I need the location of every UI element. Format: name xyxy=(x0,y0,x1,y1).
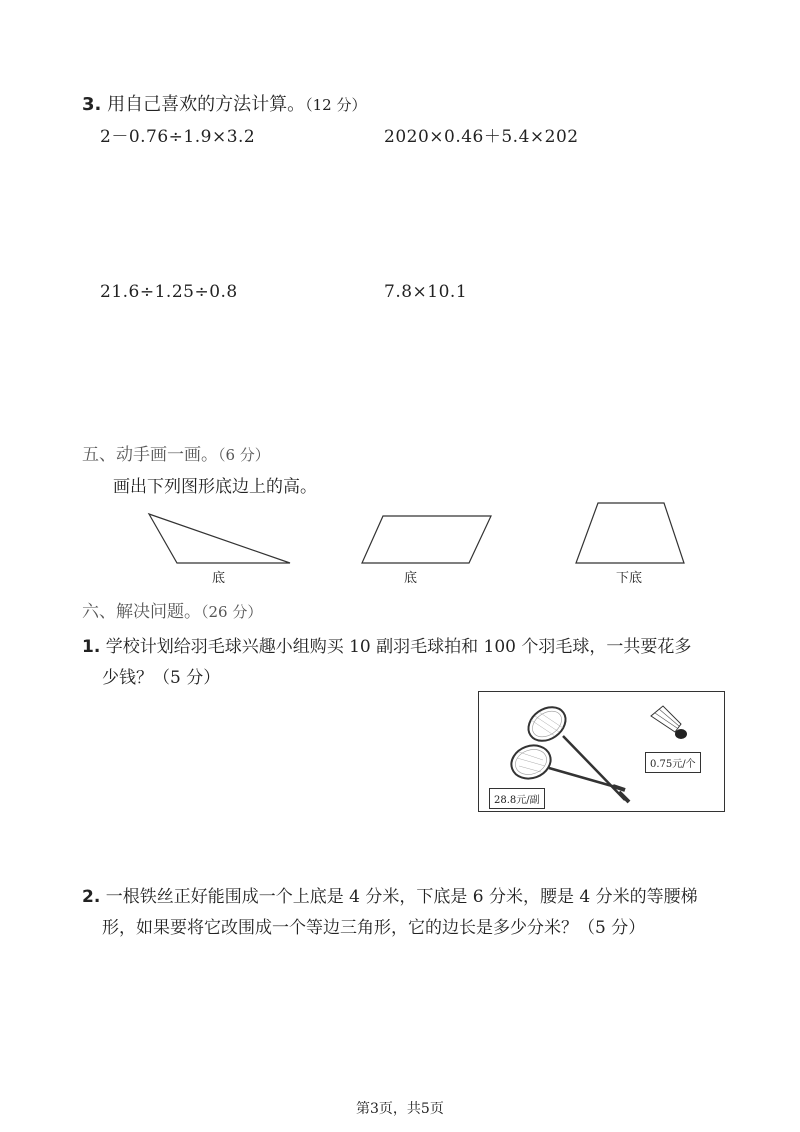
q6-1-line2: 少钱？（5 分） xyxy=(102,668,221,688)
shapes-drawing xyxy=(0,500,800,580)
section-6-title: 六、解决问题。 xyxy=(82,602,201,622)
expression-2: 2020×0.46＋5.4×202 xyxy=(384,127,579,147)
page-footer: 第3页，共5页 xyxy=(356,1101,444,1117)
q3-title: 用自己喜欢的方法计算。 xyxy=(107,94,306,115)
badminton-figure xyxy=(478,691,725,812)
section-5-score: （6 分） xyxy=(218,446,270,464)
section-5-title: 五、动手画一画。 xyxy=(82,445,218,465)
q3-number: 3. xyxy=(82,94,102,115)
triangle-icon xyxy=(149,514,290,563)
expression-1: 2－0.76÷1.9×3.2 xyxy=(100,127,256,147)
trapezoid-icon xyxy=(576,503,684,563)
section-6-heading xyxy=(82,597,262,622)
q6-1-line1 xyxy=(82,632,691,657)
q3-heading xyxy=(82,90,366,116)
triangle-base-label: 底 xyxy=(212,571,226,586)
shuttlecock-price-tag: 0.75元/个 xyxy=(645,752,701,773)
section-6-score: （26 分） xyxy=(201,603,263,621)
q6-1-number: 1. xyxy=(82,637,101,657)
expression-3: 21.6÷1.25÷0.8 xyxy=(100,282,238,302)
q6-2-number: 2. xyxy=(82,887,101,907)
expression-4: 7.8×10.1 xyxy=(384,282,468,302)
q6-2-text: 一根铁丝正好能围成一个上底是 4 分米，下底是 6 分米，腰是 4 分米的等腰梯 xyxy=(105,887,698,907)
racket-price-tag: 28.8元/副 xyxy=(489,788,545,809)
trapezoid-base-label: 下底 xyxy=(616,571,643,586)
shuttlecock-icon xyxy=(651,706,687,739)
section-5-instruction: 画出下列图形底边上的高。 xyxy=(113,477,317,497)
q6-2-line2: 形，如果要将它改围成一个等边三角形，它的边长是多少分米？（5 分） xyxy=(102,918,646,938)
section-5-heading xyxy=(82,440,270,465)
q6-1-text: 学校计划给羽毛球兴趣小组购买 10 副羽毛球拍和 100 个羽毛球，一共要花多 xyxy=(105,637,692,657)
q6-2-line1 xyxy=(82,882,698,907)
q3-score: （12 分） xyxy=(305,96,367,114)
parallelogram-base-label: 底 xyxy=(404,571,418,586)
parallelogram-icon xyxy=(362,516,491,563)
